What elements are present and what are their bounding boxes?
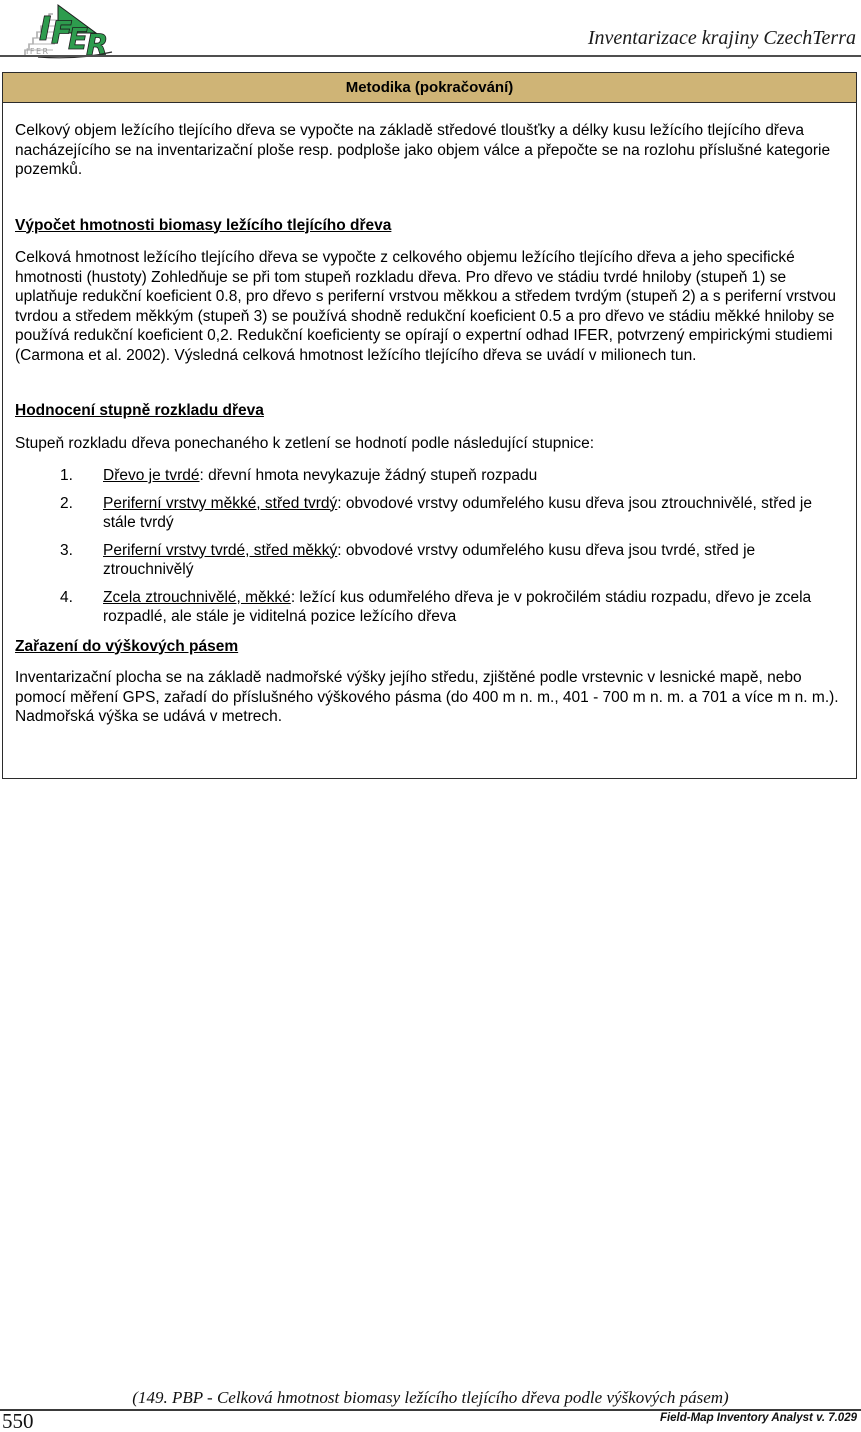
section-banner-title: Metodika (pokračování): [345, 79, 514, 96]
svg-text:F: F: [51, 15, 73, 51]
content-box: [2, 72, 857, 779]
list-item-text: [103, 588, 844, 627]
footer-divider: [0, 1409, 861, 1411]
journal-title: Inventarizace krajiny CzechTerra: [587, 27, 856, 49]
heading-biomass-calculation: Výpočet hmotnosti biomasy ležícího tlejícího dřeva: [15, 216, 392, 234]
software-credit: Field-Map Inventory Analyst v. 7.029: [659, 1412, 857, 1424]
list-item-rest: : obvodové vrstvy odumřelého kusu dřeva jsou tvrdé, střed je ztrouchnivělý: [103, 541, 756, 578]
list-item-text: [103, 494, 844, 533]
list-item: [60, 588, 844, 627]
list-item-rest: : dřevní hmota nevykazuje žádný stupeň rozpadu: [199, 467, 538, 484]
footer-caption: (149. PBP - Celková hmotnost biomasy ležícího tlejícího dřeva podle výškových pásem): [132, 1388, 729, 1407]
list-item: [60, 466, 844, 486]
document-body: [3, 103, 856, 727]
list-item: [60, 541, 844, 580]
header-divider: [0, 55, 861, 57]
list-item-number: 3.: [60, 541, 73, 559]
list-item-text: [103, 541, 844, 580]
intro-paragraph: Celkový objem ležícího tlejícího dřeva se vypočte na základě středové tloušťky a délky kusu ležícího tlejícího dřeva nacházejícího se na inventarizační ploše resp. podploše jako objem válce a přepočte se na rozlohu příslušné kategorie pozemků.: [15, 122, 831, 178]
list-item-number: 4.: [60, 588, 73, 606]
list-item-term: Periferní vrstvy měkké, střed tvrdý: [103, 494, 338, 512]
list-item-term: Periferní vrstvy tvrdé, střed měkký: [103, 541, 338, 559]
list-item: [60, 494, 844, 533]
heading-altitude-zones: Zařazení do výškových pásem: [15, 637, 239, 655]
svg-text:I: I: [39, 9, 52, 48]
decay-scale-list: [15, 466, 844, 627]
heading-decay-assessment: Hodnocení stupně rozkladu dřeva: [15, 402, 264, 419]
page-number: 550: [2, 1409, 34, 1432]
svg-text:E: E: [68, 22, 88, 56]
list-item-text: [103, 466, 537, 486]
svg-text:IFER: IFER: [26, 47, 50, 56]
decay-scale-intro: Stupeň rozkladu dřeva ponechaného k zetlení se hodnotí podle následující stupnice:: [15, 434, 595, 452]
svg-text:R: R: [86, 28, 109, 59]
list-item-number: 1.: [60, 467, 73, 484]
list-item-term: Zcela ztrouchnivělé, měkké: [103, 588, 291, 606]
list-item-number: 2.: [60, 494, 73, 512]
ifer-logo-icon: [8, 3, 168, 59]
list-item-rest: : obvodové vrstvy odumřelého kusu dřeva jsou ztrouchnivělé, střed je stále tvrdý: [103, 494, 812, 531]
altitude-zones-paragraph: Inventarizační plocha se na základě nadmořské výšky jejího středu, zjištěné podle vrstevnic v lesnické mapě, nebo pomocí měření GPS, zařadí do příslušného výškového pásma (do 400 m n. m., 401 - 700 m n. m. a 701 a více m n. m.). Nadmořská výška se udává v metrech.: [15, 669, 839, 725]
biomass-calculation-paragraph: Celková hmotnost ležícího tlejícího dřeva se vypočte z celkového objemu ležícího tlejícího dřeva a jeho specifické hmotnosti (hustoty) Zohledňuje se při tom stupeň rozkladu dřeva. Pro dřevo ve stádiu tvrdé hniloby (stupeň 1) se uplatňuje redukční koeficient 0.8, pro dřevo s periferní vrstvou měkkou a středem tvrdým (stupeň 2) a s periferní vrstvou tvrdou a středem měkkým (stupeň 3) se používá shodně redukční koeficient 0.5 a pro dřevo ve stádiu měkké hniloby se používá redukční koeficient 0,2. Redukční koeficienty se opírají o expertní odhad IFER, potvrzený empirickými studiemi (Carmona et al. 2002). Výsledná celková hmotnost ležícího tlejícího dřeva se uvádí v milionech tun.: [15, 249, 837, 364]
section-banner: [3, 73, 856, 103]
list-item-rest: : ležící kus odumřelého dřeva je v pokročilém stádiu rozpadu, dřevo je zcela rozpadlé, ale stále je viditelná pozice ležícího dřeva: [103, 588, 812, 625]
list-item-term: Dřevo je tvrdé: [103, 467, 200, 484]
